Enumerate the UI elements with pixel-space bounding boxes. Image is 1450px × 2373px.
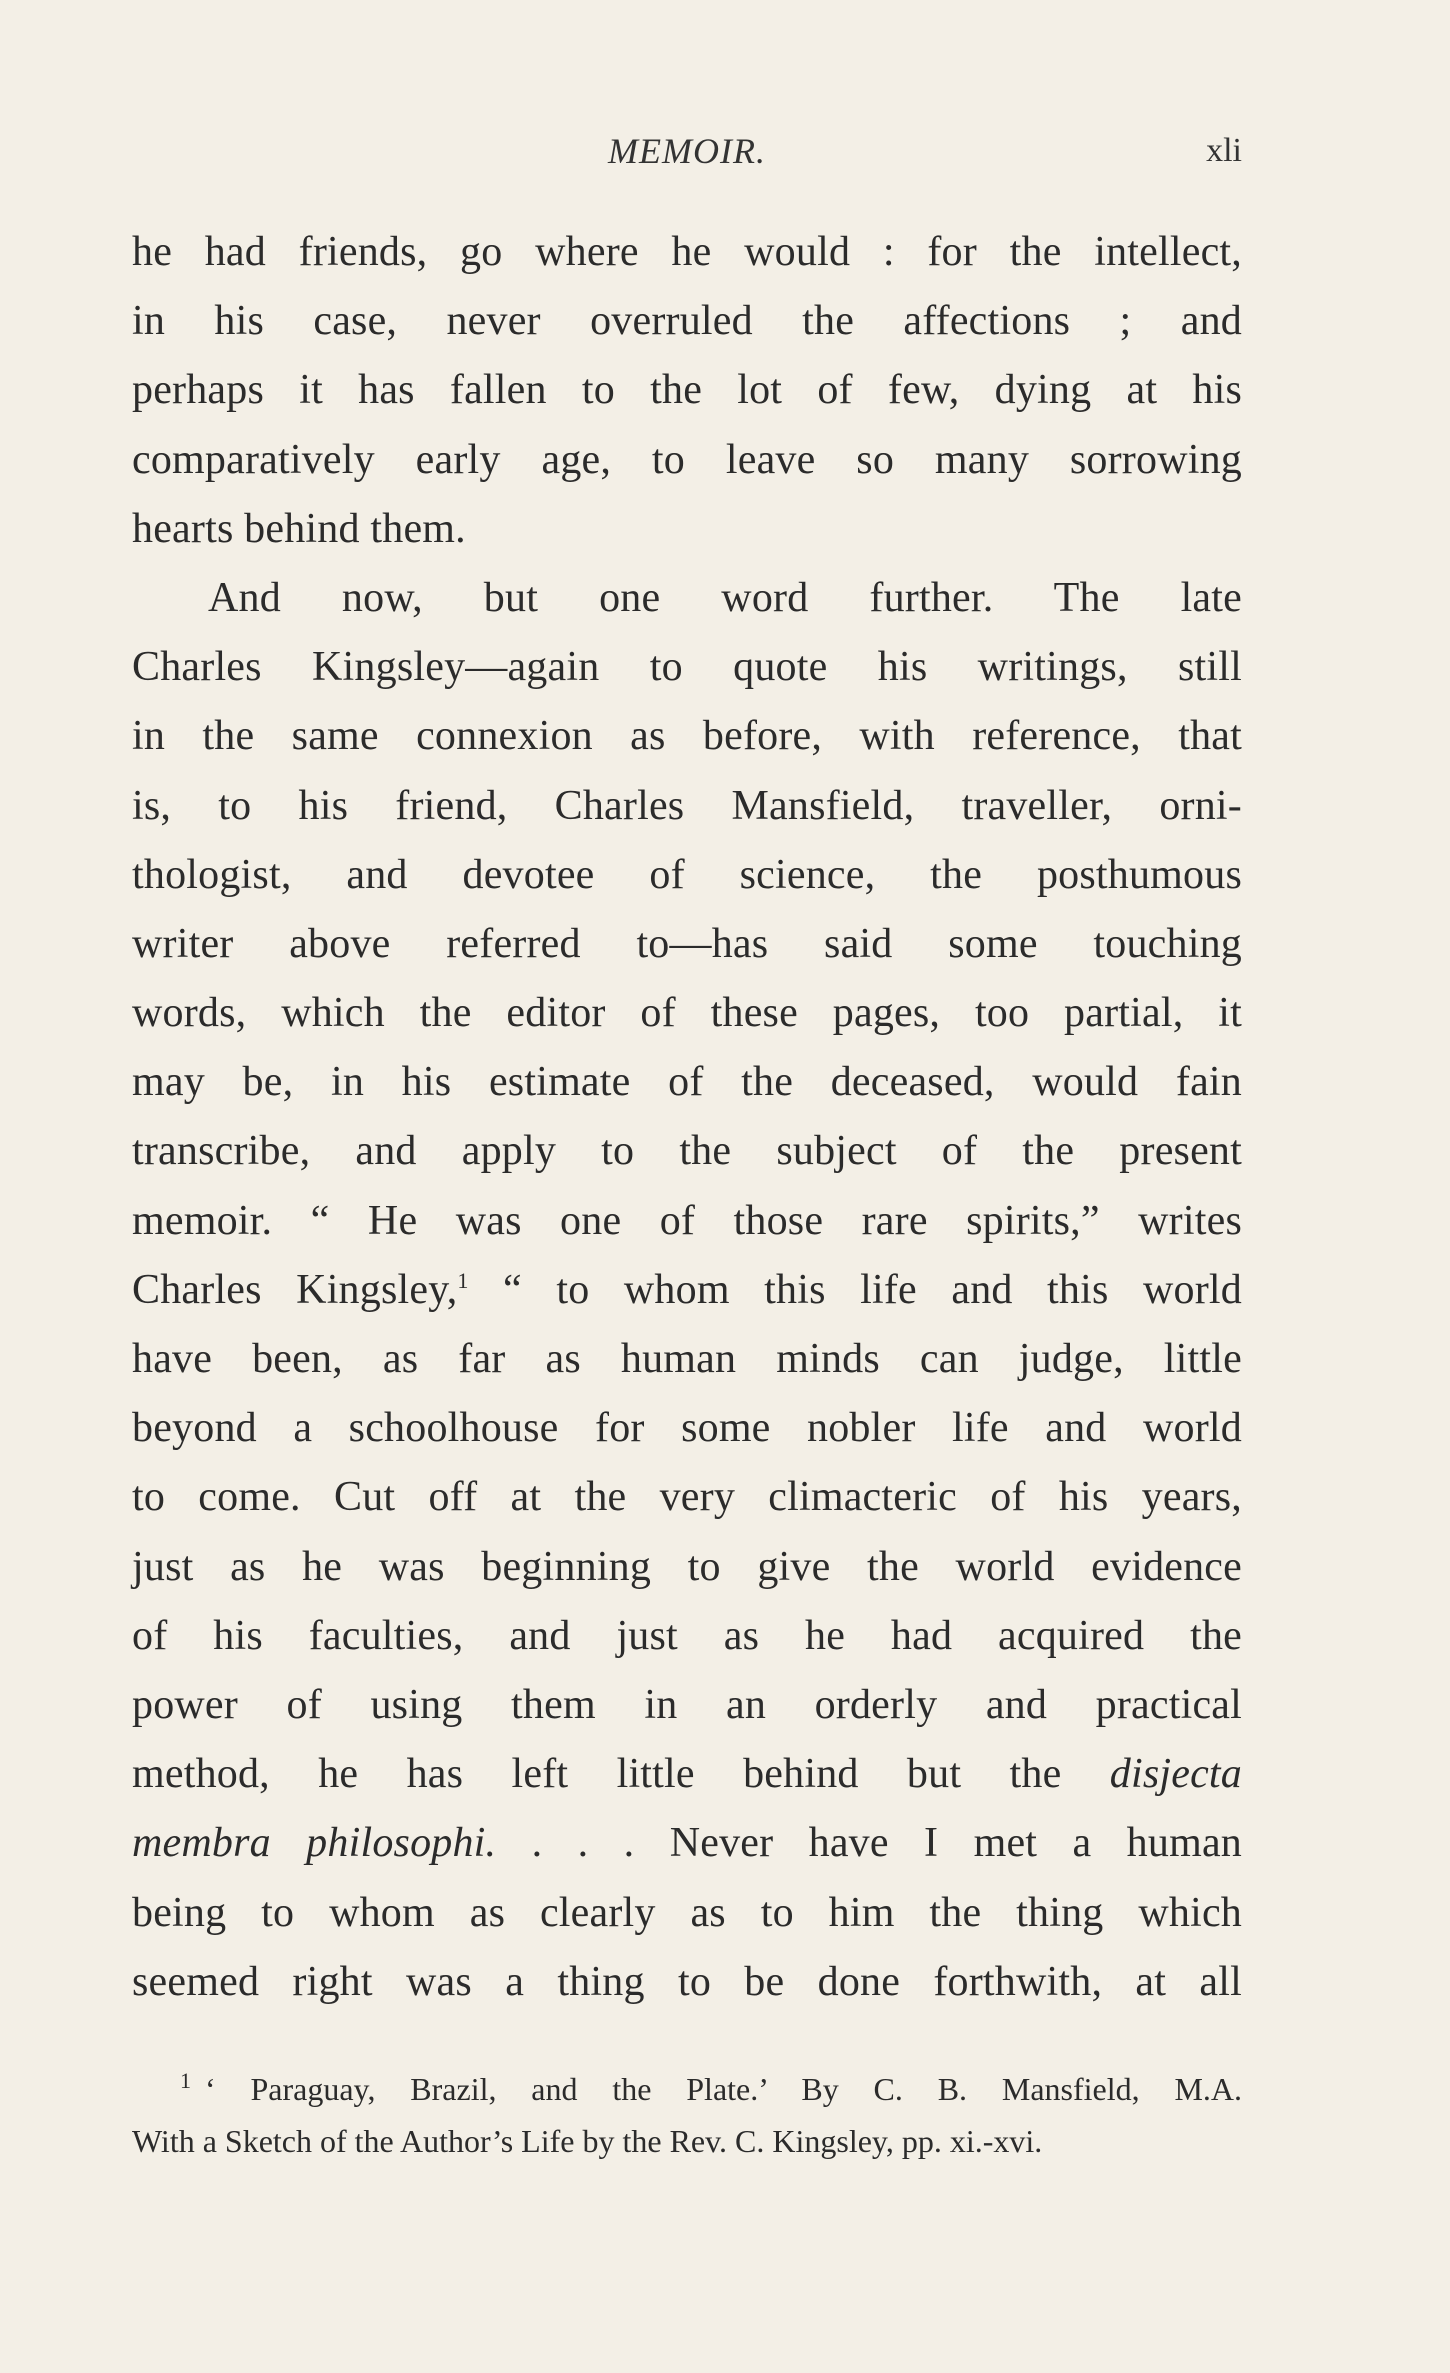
text-line: is, to his friend, Charles Mansfield, traveller, orni- xyxy=(132,782,1242,829)
italic-phrase: membra philosophi. xyxy=(132,1820,497,1867)
footnote-reference[interactable]: 1 xyxy=(457,1267,469,1293)
text-line: Charles Kingsley—again to quote his writings, still xyxy=(132,644,1242,691)
text-line: hearts behind them. xyxy=(132,505,466,552)
footnote-line: With a Sketch of the Author’s Life by the Rev. C. Kingsley, pp. xi.-xvi. xyxy=(132,2123,1043,2159)
text-line: in the same connexion as before, with reference, that xyxy=(132,713,1242,760)
text-line: have been, as far as human minds can judge, little xyxy=(132,1336,1242,1382)
text-line: being to whom as clearly as to him the thing which xyxy=(132,1889,1242,1936)
text-line xyxy=(132,1740,1242,1809)
text-line: of his faculties, and just as he had acquired the xyxy=(132,1612,1242,1659)
text-line: thologist, and devotee of science, the posthumous xyxy=(132,851,1242,898)
page-header xyxy=(132,130,1242,180)
text-fragment: “ to whom this life and this world xyxy=(468,1266,1242,1313)
page-number: xli xyxy=(1206,132,1242,169)
footnote xyxy=(132,2063,1242,2167)
text-fragment: Charles Kingsley, xyxy=(132,1266,458,1313)
text-line: power of using them in an orderly and practical xyxy=(132,1681,1242,1728)
body-text xyxy=(132,218,1242,2017)
text-line: writer above referred to—has said some touching xyxy=(132,920,1242,967)
text-line: he had friends, go where he would : for the intellect, xyxy=(132,229,1242,275)
text-line: perhaps it has fallen to the lot of few, dying at his xyxy=(132,367,1242,414)
text-fragment: . . . Never have I met a human xyxy=(496,1820,1242,1867)
italic-phrase: disjecta xyxy=(1109,1751,1242,1798)
text-line: seemed right was a thing to be done forthwith, at all xyxy=(132,1958,1242,2005)
text-line: just as he was beginning to give the world evidence xyxy=(132,1543,1242,1590)
text-line xyxy=(132,1809,1242,1878)
text-line: to come. Cut off at the very climacteric of his years, xyxy=(132,1474,1242,1521)
footnote-text: ‘ Paraguay, Brazil, and the Plate.’ By C. B. Mansfield, M.A. xyxy=(205,2071,1242,2107)
text-line: words, which the editor of these pages, too partial, it xyxy=(132,990,1242,1037)
text-line: comparatively early age, to leave so many sorrowing xyxy=(132,436,1242,483)
footnote-mark: 1 xyxy=(180,2068,191,2094)
text-line: transcribe, and apply to the subject of the present xyxy=(132,1128,1242,1175)
running-head: MEMOIR. xyxy=(608,131,766,171)
text-line: may be, in his estimate of the deceased, would fain xyxy=(132,1059,1242,1106)
footnote-line xyxy=(132,2063,1242,2115)
text-line: And now, but one word further. The late xyxy=(208,574,1242,621)
text-fragment: method, he has left little behind but the xyxy=(132,1751,1110,1798)
text-line xyxy=(132,1256,1242,1325)
text-line: memoir. “ He was one of those rare spirits,” writes xyxy=(132,1197,1242,1244)
text-line: beyond a schoolhouse for some nobler life and world xyxy=(132,1405,1242,1452)
text-line: in his case, never overruled the affections ; and xyxy=(132,298,1242,345)
